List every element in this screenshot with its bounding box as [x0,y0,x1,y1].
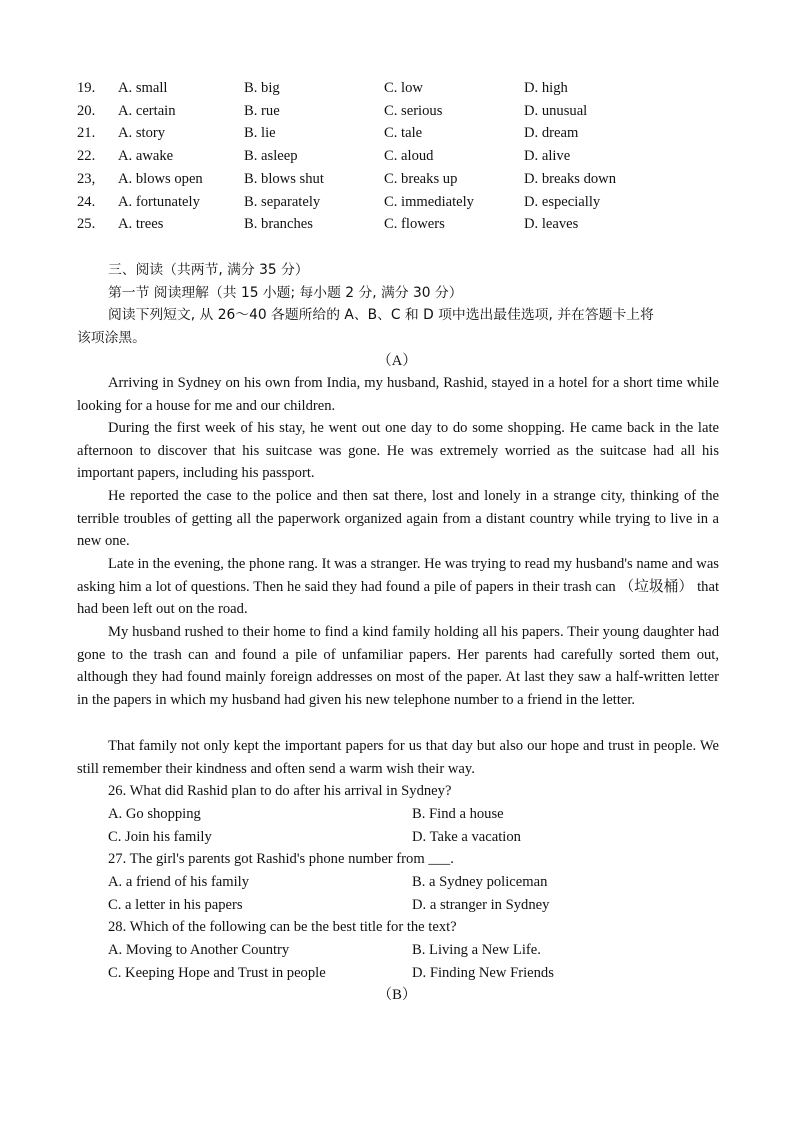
option-row [0,100,794,122]
answer-option-b: B. Living a New Life. [412,942,541,958]
option-b: B. big [244,80,280,96]
section-title: 三、阅读（共两节, 满分 35 分） [108,262,309,278]
option-b: B. separately [244,194,321,210]
section-instruction-cont: 该项涂黑。 [77,330,146,346]
question-number: 19. [77,80,96,96]
answer-option-c: C. Keeping Hope and Trust in people [108,965,326,981]
option-b: B. rue [244,103,280,119]
question-stem: 28. Which of the following can be the best title for the text? [108,919,457,935]
passage-b-label: （B） [377,987,417,1003]
option-d: D. alive [524,148,571,164]
question-number: 25. [77,216,96,232]
passage-paragraph: Late in the evening, the phone rang. It was a stranger. He was trying to read my husband's name and was asking him a lot of questions. Then he said they had found a pile of papers in their trash can （垃圾桶） that had been left out on the road. [77,556,719,618]
option-b: B. blows shut [244,171,324,187]
option-d: D. high [524,80,568,96]
question-number: 23, [77,171,96,187]
question-number: 21. [77,125,96,141]
question-number: 20. [77,103,96,119]
question-stem: 27. The girl's parents got Rashid's phone number from ___. [108,851,454,867]
option-d: D. unusual [524,103,588,119]
option-b: B. lie [244,125,276,141]
option-row [0,77,794,99]
option-row [0,122,794,144]
answer-option-a: A. a friend of his family [108,874,250,890]
option-c: C. low [384,80,423,96]
question-number: 24. [77,194,96,210]
option-a: A. blows open [118,171,203,187]
option-row [0,213,794,235]
option-a: A. trees [118,216,164,232]
option-d: D. leaves [524,216,579,232]
option-b: B. branches [244,216,313,232]
option-c: C. immediately [384,194,474,210]
option-a: A. fortunately [118,194,200,210]
passage-paragraph: My husband rushed to their home to find a kind family holding all his papers. Their young daughter had gone to the trash can and found a pile of unfamiliar papers. Her parents had carefully sorted them out, although they had found mainly foreign addresses on most of the paper. At last they saw a half-written letter in the papers in which my husband had given his new telephone number to a friend in the letter. [77,624,719,709]
option-a: A. certain [118,103,176,119]
answer-option-b: B. Find a house [412,806,504,822]
passage-paragraph: That family not only kept the important papers for us that day but also our hope and trust in people. We still remember their kindness and often send a warm wish their way. [77,738,719,777]
option-b: B. asleep [244,148,298,164]
answer-option-d: D. Finding New Friends [412,965,554,981]
option-d: D. breaks down [524,171,617,187]
option-d: D. especially [524,194,601,210]
passage-a-label: （A） [377,353,417,369]
option-row [0,145,794,167]
answer-option-d: D. Take a vacation [412,829,521,845]
section-subtitle: 第一节 阅读理解（共 15 小题; 每小题 2 分, 满分 30 分） [108,285,463,301]
option-row [0,168,794,190]
option-a: A. awake [118,148,174,164]
option-a: A. small [118,80,168,96]
question-number: 22. [77,148,96,164]
passage-paragraph: During the first week of his stay, he went out one day to do some shopping. He came back in the late afternoon to discover that his suitcase was gone. He was extremely worried as the suitcase had all his important papers, including his passport. [77,420,719,482]
passage-paragraph: He reported the case to the police and then sat there, lost and lonely in a strange city, thinking of the terrible troubles of getting all the paperwork organized again from a distant country while trying to live in a new one. [77,488,719,550]
section-instruction: 阅读下列短文, 从 26～40 各题所给的 A、B、C 和 D 项中选出最佳选项, 并在答题卡上将 [108,307,654,323]
option-c: C. serious [384,103,443,119]
question-stem: 26. What did Rashid plan to do after his arrival in Sydney? [108,783,452,799]
answer-option-a: A. Go shopping [108,806,201,822]
answer-option-d: D. a stranger in Sydney [412,897,550,913]
option-c: C. aloud [384,148,434,164]
answer-option-c: C. Join his family [108,829,212,845]
option-d: D. dream [524,125,579,141]
option-c: C. breaks up [384,171,458,187]
passage-paragraph: Arriving in Sydney on his own from India, my husband, Rashid, stayed in a hotel for a short time while looking for a house for me and our children. [77,375,719,414]
option-a: A. story [118,125,166,141]
option-c: C. flowers [384,216,445,232]
option-row [0,191,794,213]
option-c: C. tale [384,125,423,141]
answer-option-a: A. Moving to Another Country [108,942,290,958]
answer-option-c: C. a letter in his papers [108,897,243,913]
answer-option-b: B. a Sydney policeman [412,874,548,890]
